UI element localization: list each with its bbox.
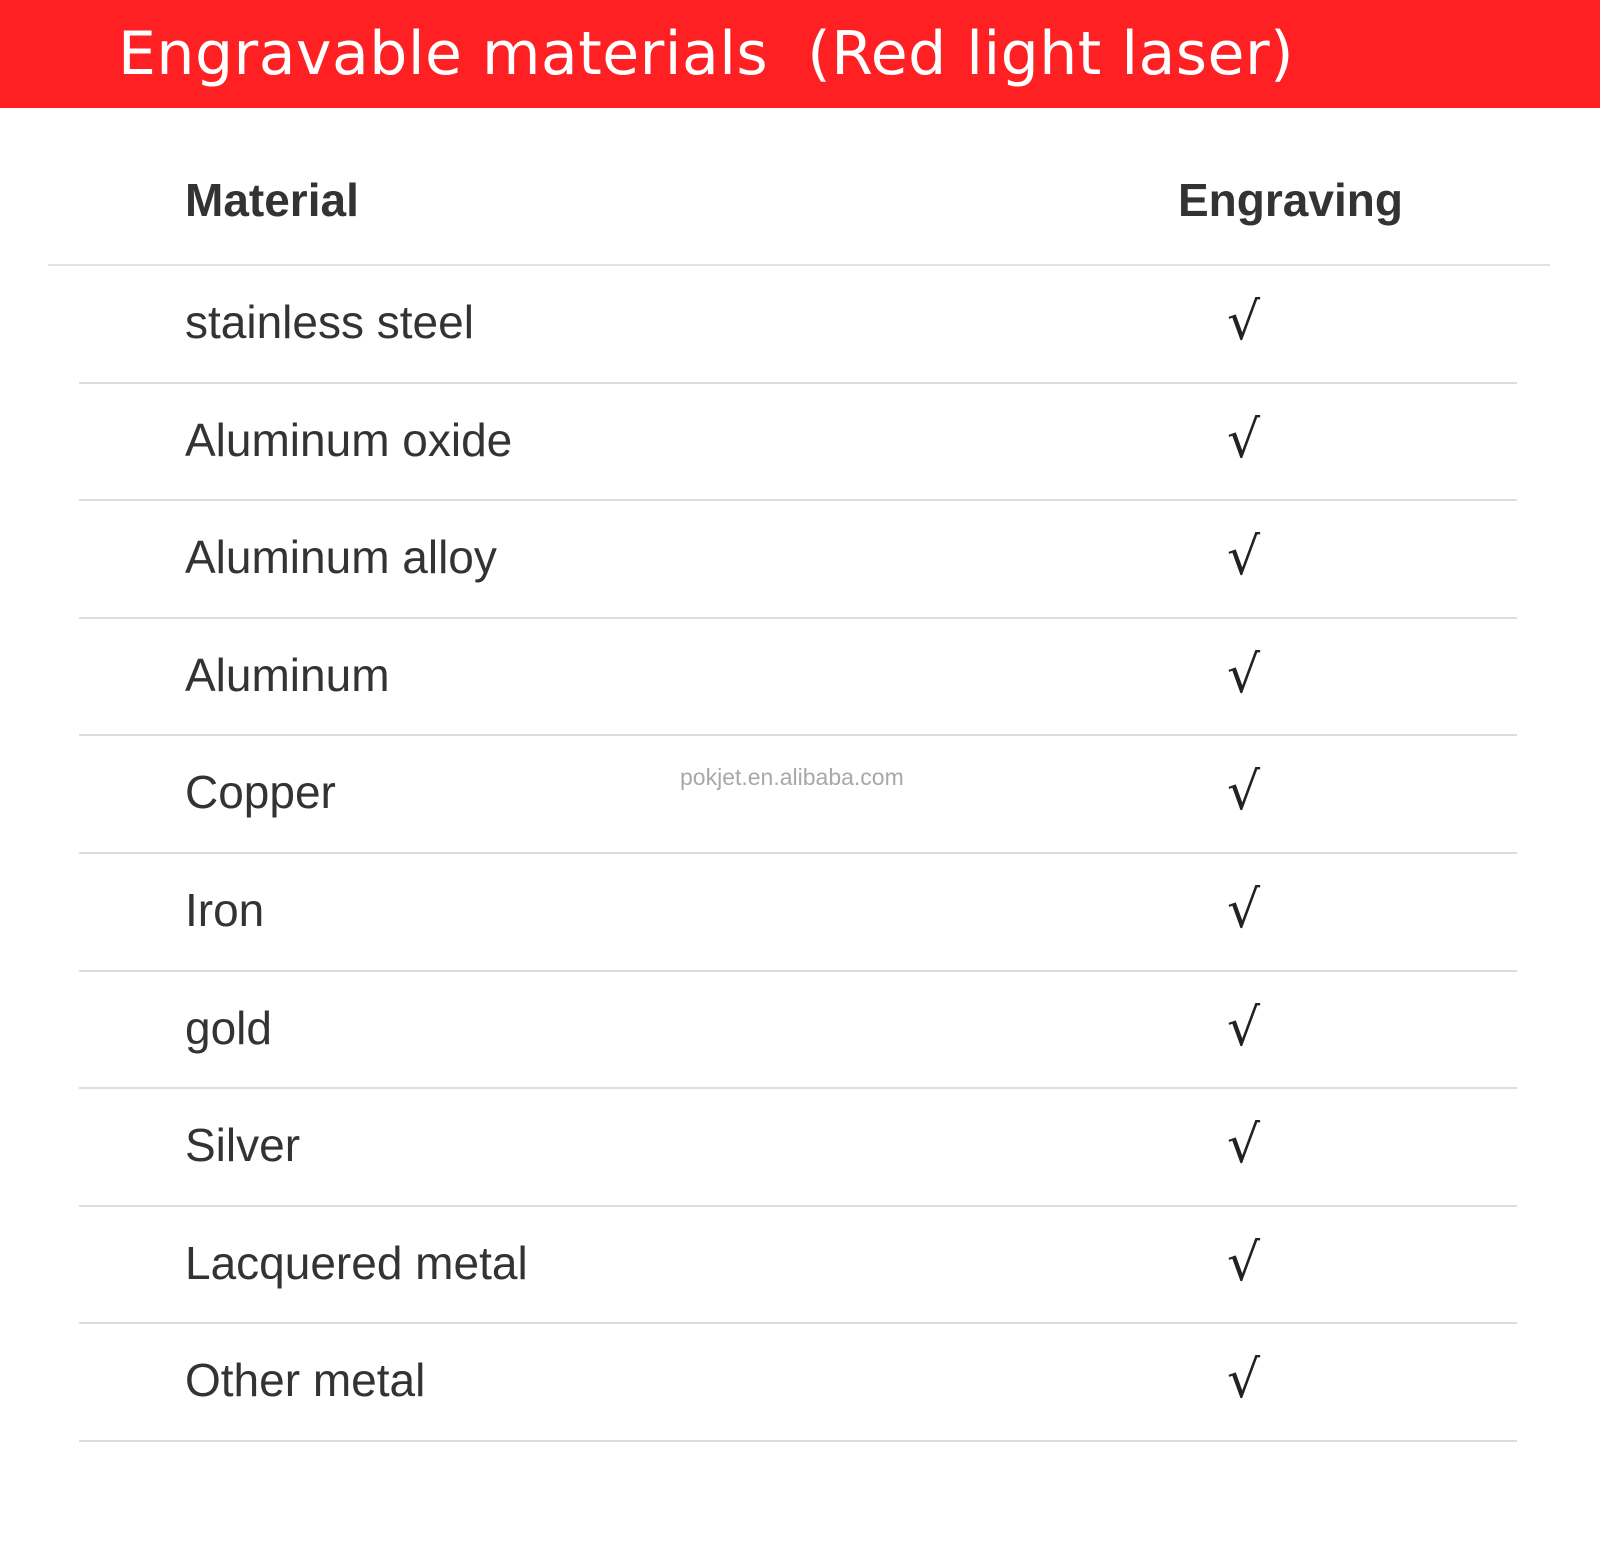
checkmark-icon: √ <box>1227 762 1261 823</box>
material-cell: Aluminum <box>185 648 390 701</box>
banner-title: Engravable materials (Red light laser) <box>118 19 1295 89</box>
checkmark-icon: √ <box>1227 879 1261 940</box>
material-cell: Aluminum alloy <box>185 531 497 584</box>
table-row <box>79 384 1517 502</box>
table-row <box>79 736 1517 854</box>
checkmark-icon: √ <box>1227 527 1261 588</box>
checkmark-icon: √ <box>1227 292 1261 352</box>
materials-table <box>79 266 1517 1442</box>
material-cell: Silver <box>185 1119 301 1172</box>
engraving-column-header: Engraving <box>1178 174 1403 226</box>
table-row <box>79 854 1517 972</box>
checkmark-icon: √ <box>1227 997 1261 1058</box>
title-banner <box>0 0 1600 108</box>
checkmark-icon: √ <box>1227 1115 1261 1176</box>
material-cell: gold <box>185 1001 272 1054</box>
watermark: pokjet.en.alibaba.com <box>680 764 904 790</box>
table-row <box>79 972 1517 1090</box>
material-cell: stainless steel <box>185 296 474 348</box>
material-cell: Other metal <box>185 1354 426 1407</box>
material-cell: Lacquered metal <box>185 1236 528 1289</box>
table-row <box>79 266 1517 384</box>
table-row <box>79 1207 1517 1325</box>
material-column-header: Material <box>185 174 359 226</box>
checkmark-icon: √ <box>1227 644 1261 705</box>
checkmark-icon: √ <box>1227 409 1261 470</box>
material-cell: Iron <box>185 883 265 936</box>
table-row <box>79 1089 1517 1207</box>
table-header-row <box>0 160 1600 240</box>
table-row <box>79 1324 1517 1442</box>
checkmark-icon: √ <box>1227 1232 1261 1293</box>
checkmark-icon: √ <box>1227 1350 1261 1411</box>
material-cell: Copper <box>185 766 336 819</box>
material-cell: Aluminum oxide <box>185 413 513 466</box>
table-row <box>79 619 1517 737</box>
table-row <box>79 501 1517 619</box>
